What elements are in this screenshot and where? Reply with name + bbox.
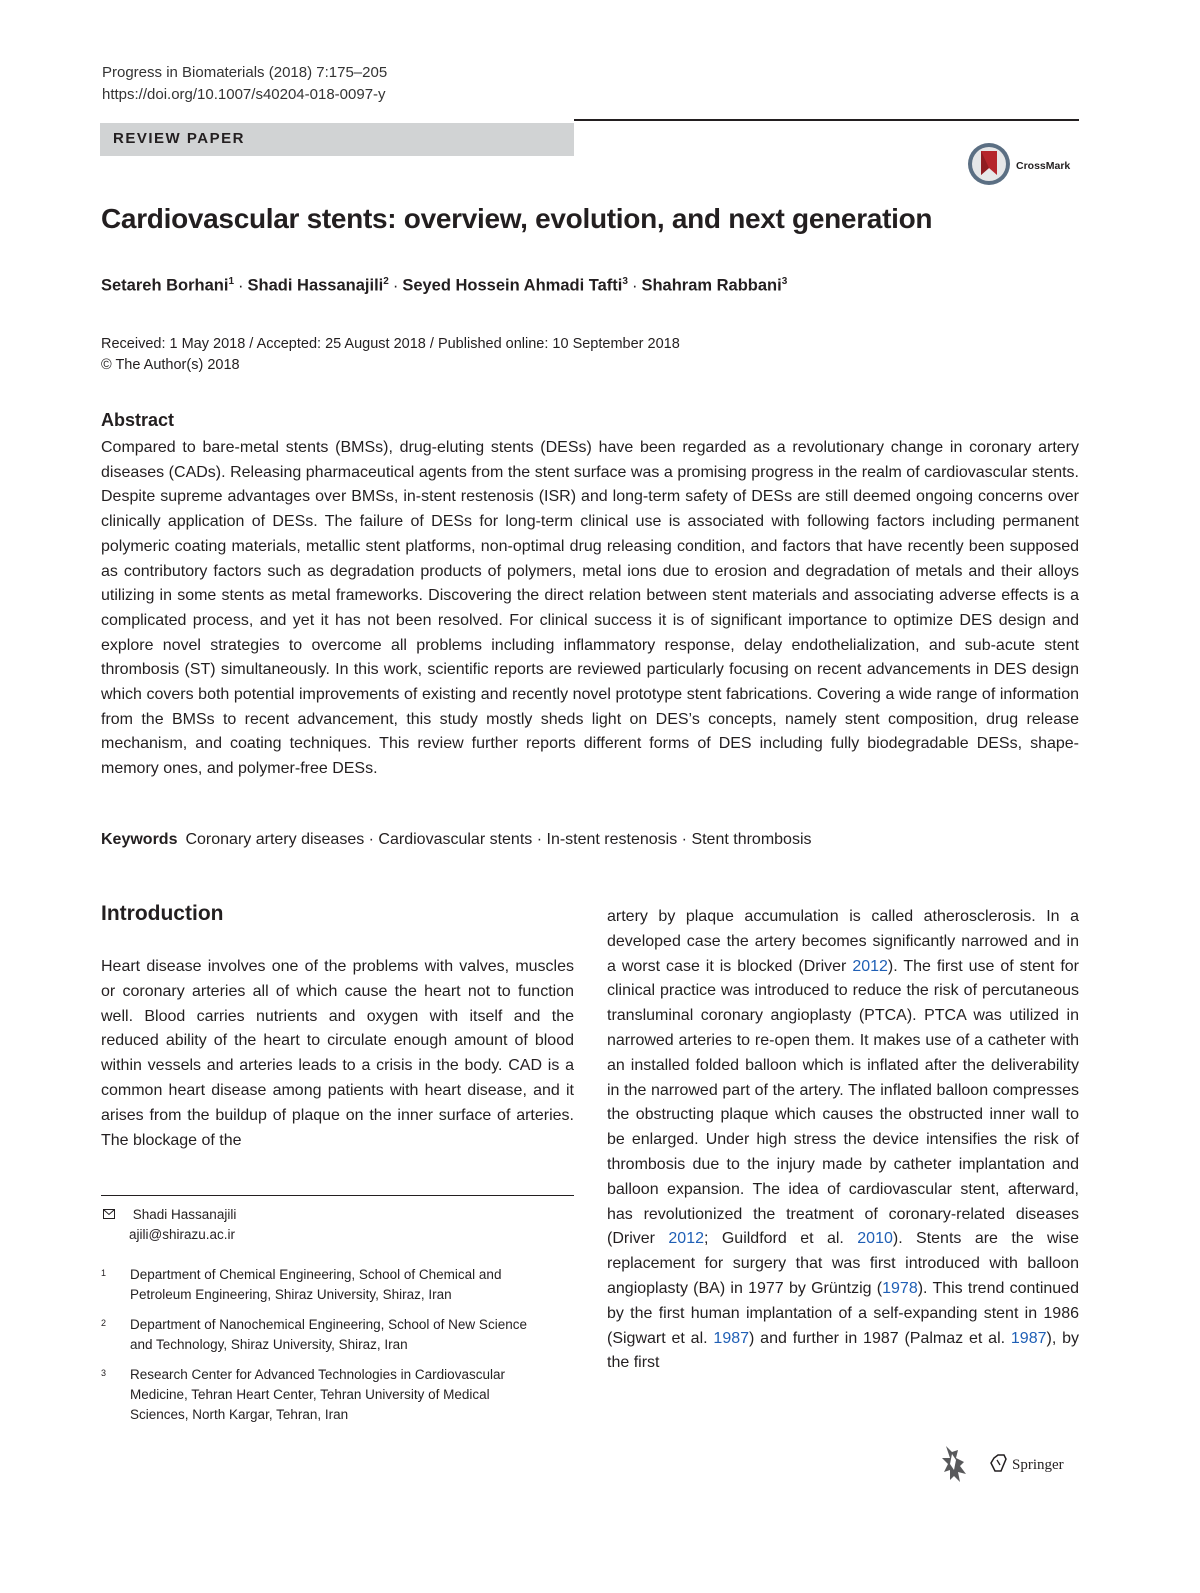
affiliation-1 [101,1265,541,1305]
affiliation-2 [101,1315,541,1355]
author-name[interactable]: Setareh Borhani [101,276,229,295]
keywords-line [101,831,812,849]
citation-link[interactable]: 2010 [857,1230,893,1248]
copyright-notice: © The Author(s) 2018 [101,357,240,373]
body-text: ). Stents are the wise replacement for surgery that was first introduced with balloon angioplasty (BA) in 1977 by Grüntzig ( [607,1230,1080,1297]
affiliation-3 [101,1365,541,1425]
author-name[interactable]: Seyed Hossein Ahmadi Tafti [402,276,623,295]
article-type-label: REVIEW PAPER [113,130,245,147]
journal-citation [102,62,387,106]
crossmark-icon [966,141,1086,187]
citation-link[interactable]: 2012 [852,957,888,975]
body-text: ) and further in 1987 (Palmaz et al. [749,1329,1011,1347]
body-text: artery by plaque accumulation is called atherosclerosis. In a developed case the artery becomes significantly narrowed and in a worst case it is blocked (Driver [607,908,1079,975]
affiliation-text: Department of Nanochemical Engineering, School of New Science and Technology, Shiraz University, Shiraz, Iran [130,1317,527,1352]
author-affiliation-mark: 1 [228,276,235,287]
affiliation-number: 3 [101,1368,107,1378]
body-text: ). This trend continued by the first human implantation of a self-expanding stent in 1986 (Sigwart et al. [607,1279,1080,1347]
affiliation-number: 1 [101,1268,107,1278]
author-affiliation-mark: 2 [383,276,389,287]
crossmark-label: CrossMark [1016,160,1071,172]
affiliation-text: Research Center for Advanced Technologies in Cardiovascular Medicine, Tehran Heart Center, Tehran University of Medical Sciences, North Kargar, Tehran, Iran [130,1367,505,1422]
crossmark-badge[interactable] [966,141,1086,187]
header-rule [574,119,1079,121]
introduction-right-column [607,905,1079,1376]
citation-link[interactable]: 1987 [713,1329,750,1347]
citation-link[interactable]: 2012 [668,1230,704,1248]
corresponding-email-link[interactable]: ajili@shirazu.ac.ir [129,1227,235,1242]
springer-logo [938,1440,1083,1492]
publication-history [101,334,680,376]
author-affiliation-mark: 3 [622,276,628,287]
author-separator: · [631,276,638,295]
abstract-text: Compared to bare-metal stents (BMSs), drug-eluting stents (DESs) have been regarded as a revolutionary change in coronary artery diseases (CADs). Releasing pharmaceutical agents from the stent surface was a promising progress in the realm of cardiovascular stents. Despite supreme advantages over BMSs, in-stent restenosis (ISR) and long-term safety of DESs are still deemed ongoing concerns over clinically application of DESs. The failure of DESs for long-term clinical use is associated with following factors including permanent polymeric coating materials, metallic stent platforms, non-optimal drug releasing condition, and factors that have recently been supposed as contributory factors such as degradation products of polymers, metal ions due to erosion and degradation of metals and their alloys utilizing in some stents as metal frameworks. Discovering the direct relation between stent materials and associating adverse effects is a complicated process, and yet it has not been resolved. For clinical success it is of significant importance to optimize DES design and explore novel strategies to overcome all problems including inflammatory response, delay endothelialization, and sub-acute stent thrombosis (ST) simultaneously. In this work, scientific reports are reviewed particularly focusing on recent advancements in DES design which covers both potential improvements of existing and recently novel prototype stent fabrications. Covering a wide range of information from the BMSs to recent advancement, this study mostly sheds light on DES’s concepts, namely stent composition, drug release mechanism, and coating techniques. This review further reports different forms of DES including fully biodegradable DESs, shape-memory ones, and polymer-free DESs. [101,439,1079,778]
keywords-list: Coronary artery diseases · Cardiovascular stents · In-stent restenosis · Stent thrombosis [185,831,812,848]
doi-link[interactable]: https://doi.org/10.1007/s40204-018-0097-y [102,86,386,103]
article-title: Cardiovascular stents: overview, evolution, and next generation [101,203,933,234]
body-text: ), by the first [607,1329,1080,1372]
author-name[interactable]: Shahram Rabbani [641,276,782,295]
envelope-icon [103,1205,119,1225]
author-separator: · [238,276,244,295]
author-affiliation-mark: 3 [781,276,788,287]
journal-line: Progress in Biomaterials (2018) 7:175–205 [102,64,388,81]
author-name[interactable]: Shadi Hassanajili [247,276,384,295]
citation-link[interactable]: 1987 [1010,1329,1047,1347]
section-heading-introduction: Introduction [101,902,224,925]
footnote-rule [101,1195,574,1196]
abstract-heading: Abstract [101,410,175,430]
corresponding-author-name: Shadi Hassanajili [132,1207,237,1222]
publication-dates: Received: 1 May 2018 / Accepted: 25 August 2018 / Published online: 10 September 2018 [101,336,680,352]
body-text: ). The first use of stent for clinical practice was introduced to reduce the risk of percutaneous transluminal coronary angioplasty (PTCA). PTCA was utilized in narrowed arteries to re-open them. It makes use of a catheter with an installed folded balloon which is inflated after the deliverability in the narrowed part of the artery. The inflated balloon compresses the obstructing plaque which causes the obstructed inner wall to be enlarged. Under high stress the device intensifies the risk of thrombosis due to the injury made by catheter implantation and balloon expansion. The idea of cardiovascular stent, afterward, has revolutionized the treatment of coronary-related diseases (Driver [607,957,1080,1248]
author-list [101,276,787,296]
author-separator: · [392,276,399,295]
introduction-left-column: Heart disease involves one of the problems with valves, muscles or coronary arteries all of which cause the heart not to function well. Blood carries nutrients and oxygen with itself and the reduced ability of the heart to circulate enough amount of blood within vessels and arteries leads to a crisis in the body. CAD is a common heart disease among patients with heart disease, and it arises from the buildup of plaque on the inner surface of arteries. The blockage of the [101,958,574,1149]
citation-link[interactable]: 1978 [882,1279,918,1297]
keywords-label: Keywords [101,831,178,848]
publisher-name: Springer [1012,1457,1064,1473]
affiliation-number: 2 [101,1318,107,1328]
corresponding-author [103,1205,236,1245]
body-text: ; Guildford et al. [704,1230,858,1248]
springer-horse-icon [938,1440,1083,1492]
affiliation-text: Department of Chemical Engineering, School of Chemical and Petroleum Engineering, Shiraz University, Shiraz, Iran [130,1267,502,1302]
